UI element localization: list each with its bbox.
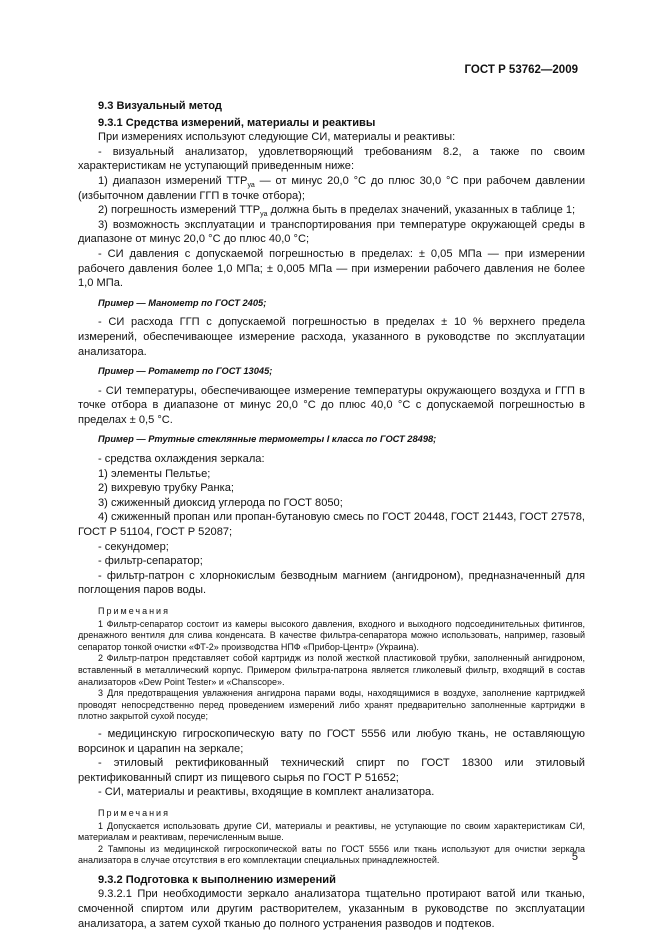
cooling-item: - средства охлаждения зеркала: [98,453,265,466]
range-item: 1) диапазон измерений $ТТР_{уа}$ — от минус 20,0 °С до плюс 30,0 °С при рабочем давлении (избыточном давлении ГГП в точке отбора); [78,174,586,202]
cooling-list-item: 4) сжиженный пропан или пропан-бутановую смесь по ГОСТ 20448, ГОСТ 21443, ГОСТ 27578, ГОСТ Р 51104, ГОСТ Р 52087; [78,511,585,539]
stopwatch-item: - секундомер; [98,540,169,553]
error-item: 2) погрешность измерений $ТТР_{уа}$ должна быть в пределах значений, указанных в таблице 1; [98,204,576,219]
subsection-title: 9.3.2 Подготовка к выполнению измерений [98,873,336,886]
note-item: 2 Тампоны из медицинской гигроскопической ваты по ГОСТ 5556 или ткань используют для очистки зеркала анализатора в случае отсутствия в его комплектации специальных принадлежностей. [78,843,585,866]
analyzer-text: - визуальный анализатор, удовлетворяющий требованиям 8.2, а также по своим характеристикам не уступающий приведенным ниже: [78,145,585,173]
page-number: 5 [571,851,578,863]
note-item: 1 Допускается использовать другие СИ, материалы и реактивы, не уступающие по своим характеристикам СИ, материалам и реактивам, перечисленным выше. [78,820,585,843]
cartridge-item: - фильтр-патрон с хлорнокислым безводным магнием (ангидроном), предназначенный для поглощения паров воды. [78,569,585,597]
wool-item: - медицинскую гигроскопическую вату по ГОСТ 5556 или любую ткань, не оставляющую ворсинок и царапин на зеркале; [78,727,585,755]
temperature-item: - СИ температуры, обеспечивающее измерение температуры окружающего воздуха и ГГП в точке отбора в диапазоне от минус 20,0 °С до плюс 40,0 °С с допускаемой погрешностью в пределах ± 0,5 °С. [78,384,585,426]
note-item: 1 Фильтр-сепаратор состоит из камеры высокого давления, входного и выходного подсоединительных фитингов, дренажного вентиля для слива конденсата. В качестве фильтра-сепаратора можно использовать, например, газовый сепаратор тонкой очистки «ФТ-2» производства НПФ «Прибор-Центр» (Украина). [78,618,585,652]
operation-item: 3) возможность эксплуатации и транспортирования при температуре окружающей среды в диапазоне от минус 20,0 °С до плюс 40,0 °С; [78,218,585,246]
separator-item: - фильтр-сепаратор; [98,555,203,568]
cooling-list-item: 2) вихревую трубку Ранка; [98,482,234,495]
notes-heading: Примечания [98,606,170,616]
kit-item: - СИ, материалы и реактивы, входящие в комплект анализатора. [98,786,435,799]
notes-heading: Примечания [98,807,170,818]
example-rotameter: Пример — Ротаметр по ГОСТ 13045; [98,366,273,377]
alcohol-item: - этиловый ректификованный технический спирт по ГОСТ 18300 или этиловый ректификованный спирт из пищевого сырья по ГОСТ Р 51652; [78,757,585,784]
subsection-title: 9.3.1 Средства измерений, материалы и реактивы [98,116,376,129]
document-body [78,93,585,931]
standard-header: ГОСТ Р 53762—2009 [464,64,578,76]
section-title: 9.3 Визуальный метод [98,100,222,112]
note-item: 3 Для предотвращения увлажнения ангидрона парами воды, находящимися в воздухе, заполнение картриджей проводят непосредственно перед проведением измерений либо хранят предварительно заполненные картриджи в плотно закрытой сухой посуде; [78,688,585,722]
flow-item: - СИ расхода ГГП с допускаемой погрешностью в пределах ± 10 % верхнего предела измерений, обеспечивающее измерение расхода, указанного в руководстве по эксплуатации анализатора. [78,316,585,358]
intro-text: При измерениях используют следующие СИ, материалы и реактивы: [98,131,456,144]
cooling-list-item: 1) элементы Пельтье; [98,467,211,480]
example-thermometer: Пример — Ртутные стеклянные термометры I класса по ГОСТ 28498; [98,434,437,445]
paragraph: 9.3.2.1 При необходимости зеркало анализатора тщательно протирают ватой или тканью, смоченной спиртом или другим растворителем, указанным в руководстве по эксплуатации анализатора, а затем сухой тканью до полного устранения разводов и подтеков. [78,888,585,930]
pressure-item: - СИ давления с допускаемой погрешностью в пределах: ± 0,05 МПа — при измерении рабочего давления более 1,0 МПа; ± 0,005 МПа — при измерении рабочего давления не более 1,0 МПа. [78,247,585,290]
cooling-list-item: 3) сжиженный диоксид углерода по ГОСТ 8050; [98,496,343,509]
note-item: 2 Фильтр-патрон представляет собой картридж из полой жесткой пластиковой трубки, заполненный ангидроном, вставленный в металлический корпус. Примером фильтра-патрона является гликолевый фильтр, входящий в состав анализаторов «Dew Point Tester» и «Chanscope». [78,653,585,687]
example-manometer: Пример — Манометр по ГОСТ 2405; [98,297,267,308]
